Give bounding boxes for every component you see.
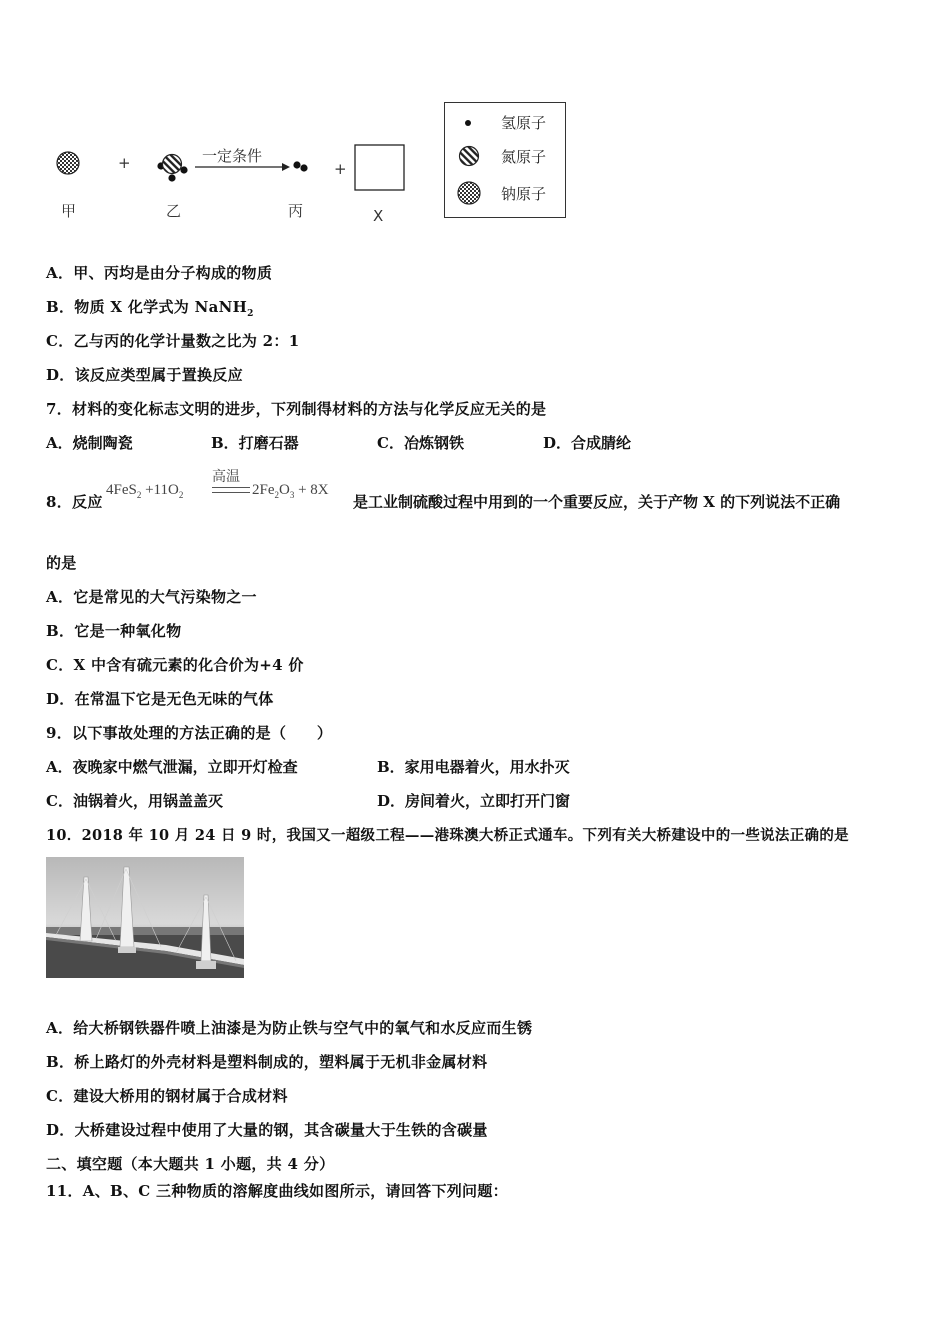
legend-label-nitrogen: 氮原子 bbox=[501, 148, 547, 166]
label-bing: 丙 bbox=[288, 202, 304, 220]
q8-equation-right bbox=[252, 482, 329, 500]
eq-o2-sub: 2 bbox=[178, 490, 184, 500]
plus-sign-2: + bbox=[334, 160, 347, 178]
label-yi: 乙 bbox=[166, 202, 182, 220]
label-x: X bbox=[373, 207, 384, 225]
sodium-atom-jia-icon bbox=[57, 152, 79, 174]
q7-option-c: C．冶炼钢铁 bbox=[377, 434, 464, 452]
eq-fes2: 4FeS bbox=[106, 482, 137, 498]
q9-option-c: C．油锅着火，用锅盖盖灭 bbox=[46, 792, 223, 810]
q7-stem: 7．材料的变化标志文明的进步，下列制得材料的方法与化学反应无关的是 bbox=[46, 400, 547, 418]
legend-row-sodium bbox=[445, 179, 565, 209]
hatched-circle-icon bbox=[457, 144, 481, 168]
hydrogen-molecule-bing-icon bbox=[293, 161, 307, 171]
q8-prefix: 8．反应 bbox=[46, 493, 103, 511]
section2-heading: 二、填空题（本大题共 1 小题，共 4 分） bbox=[46, 1155, 335, 1173]
eq-o: O bbox=[279, 482, 290, 498]
q6-option-a: A．甲、丙均是由分子构成的物质 bbox=[46, 264, 273, 282]
eq-fe-sub: 2 bbox=[274, 490, 279, 500]
q7-option-a: A．烧制陶瓷 bbox=[46, 434, 133, 452]
q9-option-b: B．家用电器着火，用水扑灭 bbox=[377, 758, 570, 776]
q7-option-d: D．合成腈纶 bbox=[543, 434, 632, 452]
legend-row-nitrogen bbox=[445, 142, 565, 172]
q10-option-d: D．大桥建设过程中使用了大量的钢，其含碳量大于生铁的含碳量 bbox=[46, 1121, 488, 1139]
eq-o2: +11O bbox=[141, 482, 179, 498]
legend-label-hydrogen: 氢原子 bbox=[501, 114, 547, 132]
small-dot-icon bbox=[461, 116, 475, 130]
q8-option-b: B．它是一种氧化物 bbox=[46, 622, 182, 640]
eq-o-sub: 3 bbox=[289, 490, 295, 500]
q8-equals-sign bbox=[212, 487, 250, 493]
eq-fes2-sub: 2 bbox=[136, 490, 142, 500]
eq-8x: + 8X bbox=[294, 482, 329, 498]
q10-option-b: B．桥上路灯的外壳材料是塑料制成的，塑料属于无机非金属材料 bbox=[46, 1053, 488, 1071]
legend-label-sodium: 钠原子 bbox=[501, 185, 547, 203]
legend-row-hydrogen bbox=[445, 108, 565, 138]
q10-stem: 10．2018 年 10 月 24 日 9 时，我国又一超级工程——港珠澳大桥正式通车。下列有关大桥建设中的一些说法正确的是 bbox=[46, 827, 849, 844]
q7-option-b: B．打磨石器 bbox=[211, 434, 299, 452]
q8-stem-rest: 是工业制硫酸过程中用到的一个重要反应，关于产物 X 的下列说法不正确 bbox=[353, 493, 841, 511]
bridge-photo bbox=[46, 857, 244, 978]
q9-stem: 9．以下事故处理的方法正确的是（ ） bbox=[46, 724, 333, 742]
q8-option-c: C．X 中含有硫元素的化合价为+4 价 bbox=[46, 656, 304, 674]
q8-condition: 高温 bbox=[212, 470, 240, 485]
q8-option-a: A．它是常见的大气污染物之一 bbox=[46, 588, 257, 606]
q8-stem-end: 的是 bbox=[46, 554, 77, 572]
arrow-condition-label: 一定条件 bbox=[202, 147, 263, 165]
q6-option-b-text: B．物质 X 化学式为 NaNH bbox=[46, 298, 248, 316]
q11-stem: 11．A、B、C 三种物质的溶解度曲线如图所示，请回答下列问题： bbox=[46, 1182, 508, 1200]
q9-option-a: A．夜晚家中燃气泄漏，立即开灯检查 bbox=[46, 758, 298, 776]
q8-option-d: D．在常温下它是无色无味的气体 bbox=[46, 690, 274, 708]
ammonia-molecule-yi-icon bbox=[157, 155, 187, 182]
label-jia: 甲 bbox=[61, 202, 77, 220]
q6-option-b bbox=[46, 296, 254, 319]
plus-sign-1: + bbox=[118, 154, 131, 172]
q10-option-c: C．建设大桥用的钢材属于合成材料 bbox=[46, 1087, 288, 1105]
q6-option-d: D．该反应类型属于置换反应 bbox=[46, 366, 243, 384]
q10-option-a: A．给大桥钢铁器件喷上油漆是为防止铁与空气中的氧气和水反应而生锈 bbox=[46, 1019, 533, 1037]
checkered-circle-icon bbox=[456, 180, 482, 206]
q6-option-b-sub: 2 bbox=[247, 309, 254, 319]
q8-equation bbox=[106, 482, 183, 500]
q9-option-d: D．房间着火，立即打开门窗 bbox=[377, 792, 571, 810]
atom-legend bbox=[444, 102, 566, 218]
unknown-x-box bbox=[355, 145, 404, 190]
q6-option-c: C．乙与丙的化学计量数之比为 2：1 bbox=[46, 332, 300, 350]
eq-fe: 2Fe bbox=[252, 482, 275, 498]
